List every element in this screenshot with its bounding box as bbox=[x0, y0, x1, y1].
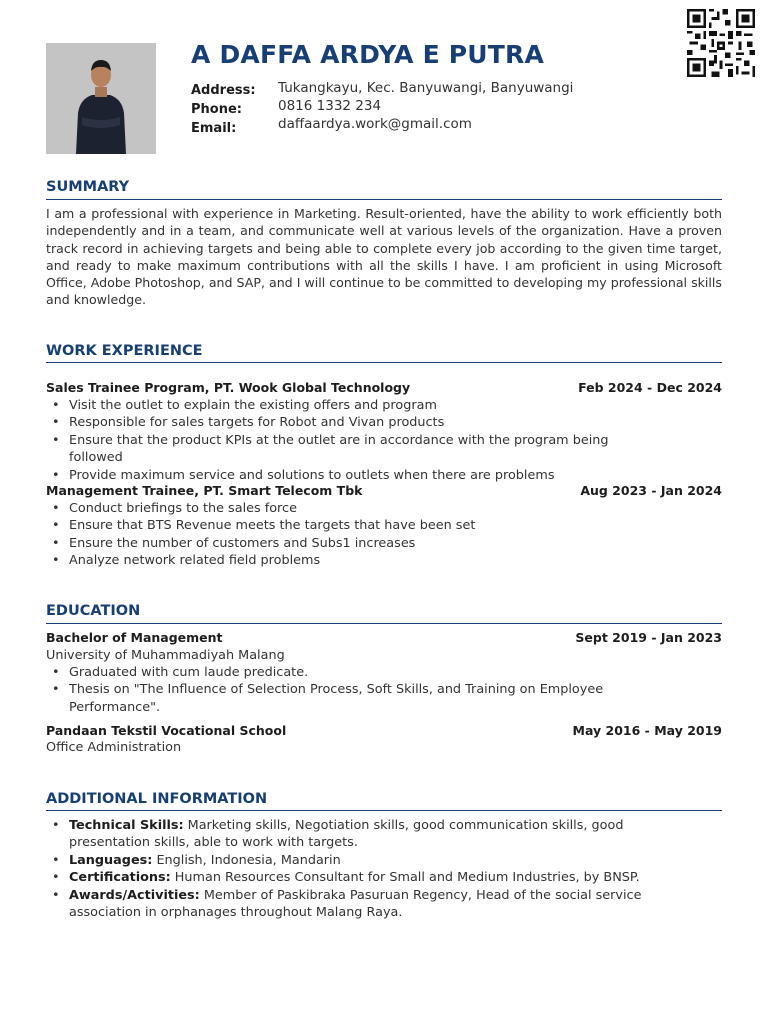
job-entry-header bbox=[46, 380, 722, 395]
section-divider bbox=[46, 362, 722, 363]
education-entry-header bbox=[46, 723, 722, 738]
candidate-name: A DAFFA ARDYA E PUTRA bbox=[191, 40, 545, 69]
list-item: • Ensure the number of customers and Subs1 increases bbox=[46, 535, 646, 552]
list-item: • Responsible for sales targets for Robot and Vivan products bbox=[46, 414, 646, 431]
item-text: Human Resources Consultant for Small and Medium Industries, by BNSP. bbox=[170, 870, 640, 886]
contact-label: Email: bbox=[191, 121, 237, 136]
list-item: • Thesis on "The Influence of Selection Process, Soft Skills, and Training on Employee Performance". bbox=[46, 681, 646, 716]
summary-text: I am a professional with experience in Marketing. Result-oriented, have the ability to work efficiently both independently and in a team, and communicate well at various levels of the organization. Have a proven track record in achieving targets and being able to complete every job according to the given time target, and ready to make maximum contributions with all the skills I have. I am proficient in using Microsoft Office, Adobe Photoshop, and SAP, and I will continue to be committed to developing my professional skills and knowledge. bbox=[46, 206, 722, 308]
contact-label: Phone: bbox=[191, 102, 242, 117]
contact-value: 0816 1332 234 bbox=[278, 98, 382, 114]
qr-code-icon bbox=[685, 9, 757, 77]
contact-value: daffaardya.work@gmail.com bbox=[278, 116, 472, 132]
additional-info-heading: ADDITIONAL INFORMATION bbox=[46, 791, 268, 807]
job-duties-list bbox=[46, 500, 646, 570]
school-name: University of Muhammadiyah Malang bbox=[46, 648, 285, 663]
contact-address bbox=[191, 82, 631, 101]
education-dates: Sept 2019 - Jan 2023 bbox=[575, 630, 722, 645]
list-item: • Analyze network related field problems bbox=[46, 552, 646, 569]
list-item bbox=[46, 817, 646, 852]
list-item: • Ensure that the product KPIs at the outlet are in accordance with the program being followed bbox=[46, 432, 646, 467]
job-title: Sales Trainee Program, PT. Wook Global Technology bbox=[46, 380, 411, 395]
job-dates: Aug 2023 - Jan 2024 bbox=[580, 483, 722, 498]
school-program: Office Administration bbox=[46, 740, 182, 755]
additional-info-list bbox=[46, 817, 646, 921]
section-divider bbox=[46, 810, 722, 811]
list-item: • Conduct briefings to the sales force bbox=[46, 500, 646, 517]
contact-label: Address: bbox=[191, 83, 256, 98]
education-heading: EDUCATION bbox=[46, 603, 141, 619]
contact-email bbox=[191, 116, 631, 139]
item-label: Technical Skills: bbox=[69, 818, 184, 833]
education-notes-list bbox=[46, 664, 646, 716]
work-experience-heading: WORK EXPERIENCE bbox=[46, 343, 203, 359]
list-item: • Visit the outlet to explain the existing offers and program bbox=[46, 397, 646, 414]
degree-title: Bachelor of Management bbox=[46, 630, 223, 645]
section-divider bbox=[46, 199, 722, 200]
summary-heading: SUMMARY bbox=[46, 179, 130, 195]
item-label: Certifications: bbox=[69, 870, 171, 886]
section-divider bbox=[46, 623, 722, 624]
degree-title: Pandaan Tekstil Vocational School bbox=[46, 723, 287, 738]
profile-photo bbox=[46, 43, 156, 154]
item-label: Languages: bbox=[69, 852, 153, 868]
education-dates: May 2016 - May 2019 bbox=[572, 723, 722, 738]
list-item bbox=[46, 852, 646, 869]
education-entry-header bbox=[46, 630, 722, 645]
job-dates: Feb 2024 - Dec 2024 bbox=[578, 380, 722, 395]
job-title: Management Trainee, PT. Smart Telecom Tbk bbox=[46, 483, 363, 498]
contact-value: Tukangkayu, Kec. Banyuwangi, Banyuwangi bbox=[278, 80, 574, 96]
list-item: • Graduated with cum laude predicate. bbox=[46, 664, 646, 681]
contact-block bbox=[191, 82, 631, 139]
item-text: Member of Paskibraka Pasuruan Regency, Head of the social service association in orphanages throughout Malang Raya. bbox=[69, 887, 642, 921]
person-illustration bbox=[46, 43, 156, 154]
list-item: • Provide maximum service and solutions to outlets when there are problems bbox=[46, 467, 646, 484]
item-text: Marketing skills, Negotiation skills, good communication skills, good presentation skills, able to work with targets. bbox=[69, 818, 624, 851]
list-item bbox=[46, 887, 646, 922]
list-item bbox=[46, 869, 646, 886]
list-item: • Ensure that BTS Revenue meets the targets that have been set bbox=[46, 517, 646, 534]
job-entry-header bbox=[46, 483, 722, 498]
item-text: English, Indonesia, Mandarin bbox=[152, 852, 341, 868]
item-label: Awards/Activities: bbox=[69, 887, 200, 903]
job-duties-list bbox=[46, 397, 646, 484]
